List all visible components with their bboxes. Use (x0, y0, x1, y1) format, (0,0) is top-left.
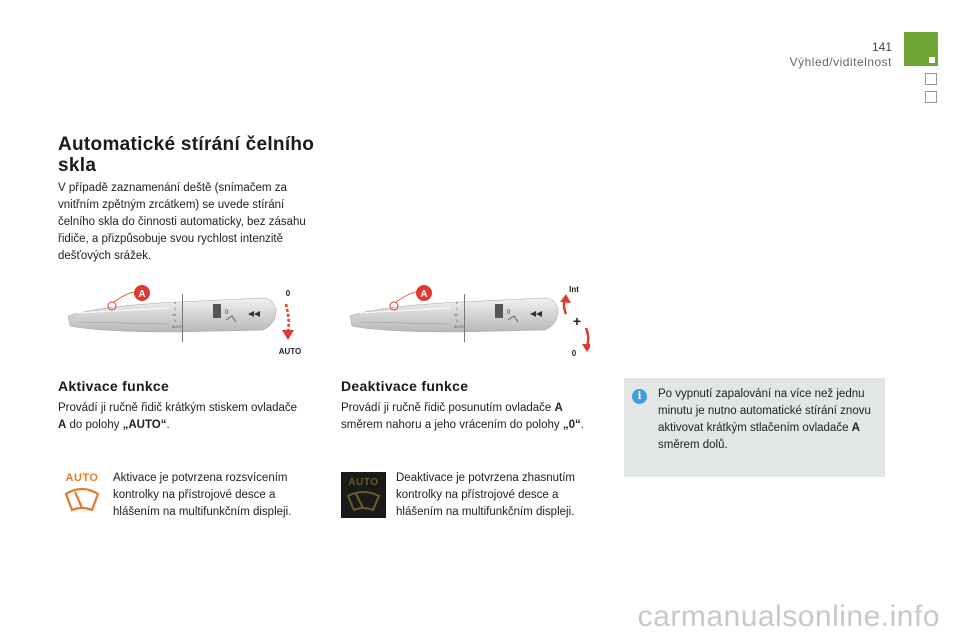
nav-square-2 (925, 91, 937, 103)
auto-wiper-lamp-on-icon (62, 472, 102, 518)
position-int-label: Int (569, 285, 579, 294)
activation-text: Provádí ji ručně řidič krátkým stiskem ovladače A do polohy „AUTO“. (58, 402, 298, 431)
section-title: Výhled/viditelnost (789, 55, 892, 69)
callout-a-label-left: A (138, 289, 146, 300)
svg-text:2: 2 (456, 301, 458, 305)
info-text: Po vypnutí zapalování na více než jednu minutu je nutno automatické stírání znovu aktivovat krátkým stlačením ovladače A směrem dolů. (658, 388, 871, 451)
svg-text:0: 0 (174, 319, 176, 323)
page-number: 141 (871, 40, 892, 54)
svg-text:0: 0 (507, 310, 511, 316)
svg-text:0: 0 (456, 319, 458, 323)
arrow-up-icon (560, 294, 571, 303)
nav-square-1 (925, 73, 937, 85)
chapter-marker (904, 32, 938, 66)
auto-lamp-label: AUTO (65, 472, 99, 484)
wiper-stalk-figure-int (340, 280, 590, 360)
auto-wiper-lamp-off-icon (341, 472, 386, 518)
svg-text:0: 0 (225, 310, 229, 316)
position-zero-label-right: 0 (571, 349, 577, 358)
svg-text:AUTO: AUTO (454, 325, 464, 329)
plus-label: + (572, 313, 582, 329)
watermark: carmanualsonline.info (637, 600, 940, 633)
intro-text: V případě zaznamenání deště (snímačem za vnitřním zpětným zrcátkem) se uvede stírání čelního skla do činnosti automaticky, bez zásahu řidiče, a přizpůsobuje svou rychlost intenzitě dešťových srážek. (58, 182, 306, 262)
svg-text:Int: Int (454, 313, 458, 317)
position-auto-label: AUTO (278, 347, 302, 356)
svg-text:AUTO: AUTO (172, 325, 182, 329)
wiper-stalk-figure-auto (58, 280, 308, 360)
activation-heading: Aktivace funkce (58, 378, 170, 394)
activation-confirm-text: Aktivace je potvrzena rozsvícením kontrolky na přístrojové desce a hlášením na multifunkčním displeji. (113, 472, 292, 518)
windscreen-wiper-icon (62, 484, 102, 514)
chapter-marker-dot (929, 57, 935, 63)
svg-text:1: 1 (174, 307, 176, 311)
windscreen-wiper-off-icon (341, 488, 386, 514)
deactivation-text: Provádí ji ručně řidič posunutím ovladače A směrem nahoru a jeho vrácením do polohy „0“. (341, 402, 584, 431)
position-zero-label: 0 (285, 289, 291, 298)
arrow-down-icon (282, 330, 294, 340)
auto-lamp-off-label: AUTO (348, 477, 379, 488)
info-icon: i (632, 389, 647, 404)
svg-text:1: 1 (456, 307, 458, 311)
svg-text:Int: Int (172, 313, 176, 317)
deactivation-confirm-text: Deaktivace je potvrzena zhasnutím kontrolky na přístrojové desce a hlášením na multifunkčním displeji. (396, 472, 575, 518)
arrow-down-small-icon (582, 344, 590, 352)
deactivation-heading: Deaktivace funkce (341, 378, 469, 394)
svg-text:2: 2 (174, 301, 176, 305)
page-title: Automatické stírání čelního skla (58, 134, 315, 176)
callout-a-label-right: A (420, 289, 428, 300)
